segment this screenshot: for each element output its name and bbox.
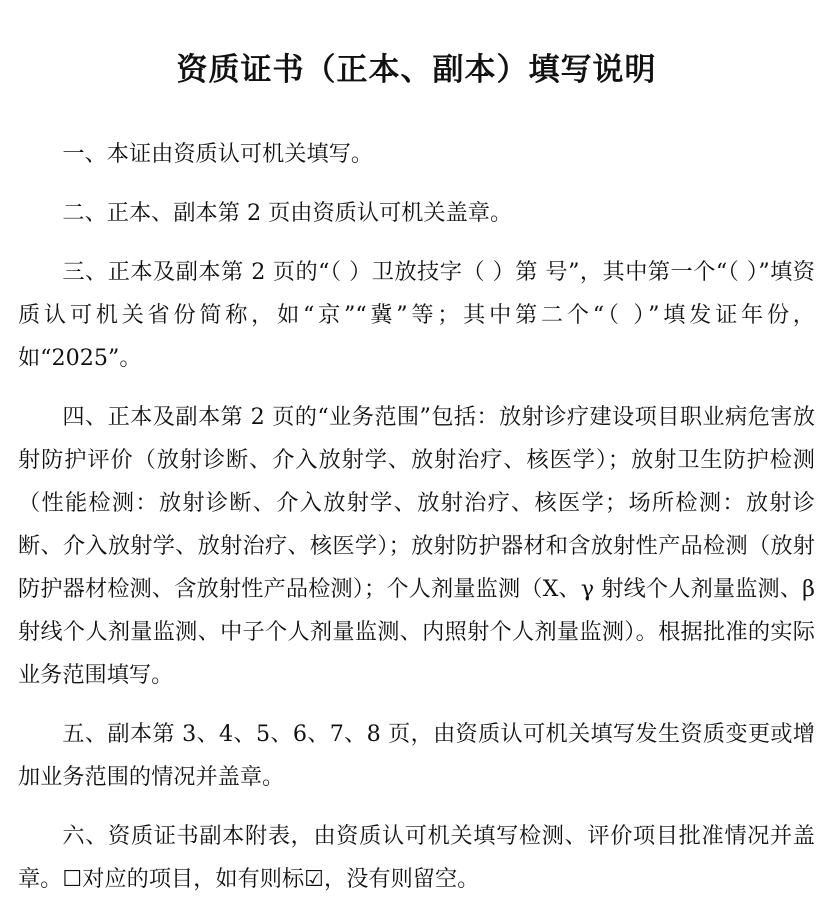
instruction-paragraph-3: 三、正本及副本第 2 页的“（ ）卫放技字（ ）第 号”，其中第一个“（ ）”填资质认可机关省份简称，如“京”“冀”等；其中第二个“（ ）”填发证年份，如“2025”。 xyxy=(18,259,815,372)
instruction-paragraph-6: 六、资质证书副本附表，由资质认可机关填写检测、评价项目批准情况并盖章。☐对应的项目，如有则标☑，没有则留空。 xyxy=(18,823,815,893)
instruction-paragraph-1: 一、本证由资质认可机关填写。 xyxy=(62,141,374,168)
document-title: 资质证书（正本、副本）填写说明 xyxy=(176,52,657,88)
instruction-paragraph-2: 二、正本、副本第 2 页由资质认可机关盖章。 xyxy=(62,200,513,227)
instruction-paragraph-5: 五、副本第 3、4、5、6、7、8 页，由资质认可机关填写发生资质变更或增加业务范围的情况并盖章。 xyxy=(18,721,815,791)
instruction-paragraph-4: 四、正本及副本第 2 页的“业务范围”包括：放射诊疗建设项目职业病危害放射防护评价（放射诊断、介入放射学、放射治疗、核医学）；放射卫生防护检测（性能检测：放射诊断、介入放射学、放射治疗、核医学；场所检测：放射诊断、介入放射学、放射治疗、核医学）；放射防护器材和含放射性产品检测（放射防护器材检测、含放射性产品检测）；个人剂量监测（X、γ 射线个人剂量监测、β 射线个人剂量监测、中子个人剂量监测、内照射个人剂量监测）。根据批准的实际业务范围填写。 xyxy=(18,404,815,689)
